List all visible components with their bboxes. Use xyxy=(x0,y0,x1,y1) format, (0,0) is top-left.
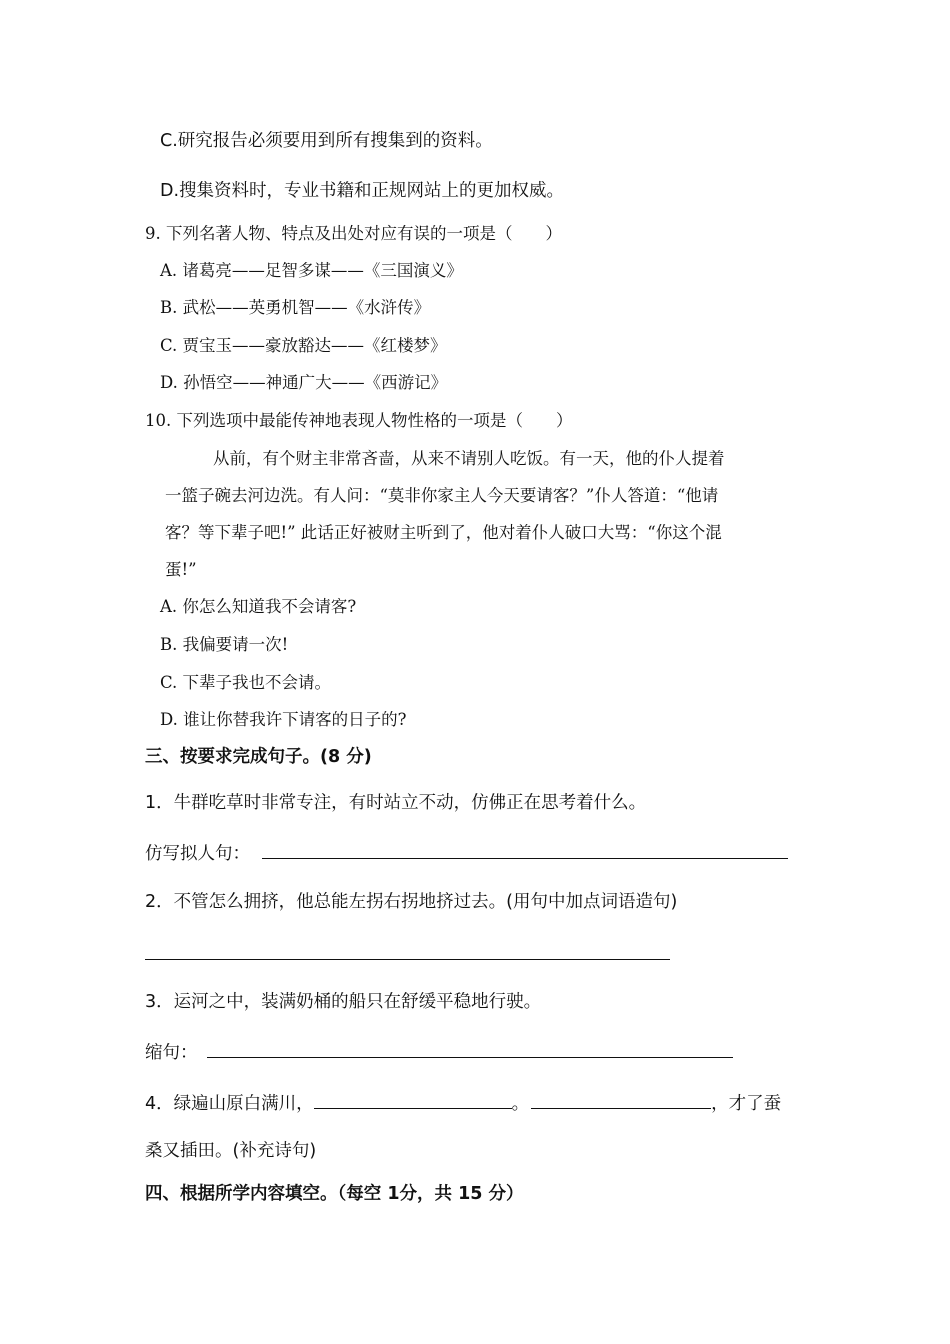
q10-option-b: B. 我偏要请一次! xyxy=(160,635,289,654)
q8-option-c: C.研究报告必须要用到所有搜集到的资料。 xyxy=(160,131,493,151)
s3-item-1-answer-row xyxy=(145,840,788,866)
q9-option-c: C. 贾宝玉——豪放豁达——《红楼梦》 xyxy=(160,336,447,355)
s3-item-1: 1．牛群吃草时非常专注，有时站立不动，仿佛正在思考着什么。 xyxy=(145,793,647,813)
q10-passage-line-1: 从前，有个财主非常吝啬，从来不请别人吃饭。有一天，他的仆人提着 xyxy=(213,449,725,468)
q9-stem: 9. 下列名著人物、特点及出处对应有误的一项是（ ） xyxy=(145,224,562,243)
s3-item-3-answer-row xyxy=(145,1039,733,1065)
q10-option-c: C. 下辈子我也不会请。 xyxy=(160,673,332,692)
s3-item-3-prompt: 缩句： xyxy=(145,1043,198,1063)
s3-item-4-row xyxy=(145,1090,781,1116)
s3-item-3-answer-blank[interactable] xyxy=(207,1039,733,1058)
s3-item-2: 2．不管怎么拥挤，他总能左拐右拐地挤过去。(用句中加点词语造句) xyxy=(145,892,678,912)
s3-item-2-answer-blank[interactable] xyxy=(145,958,670,960)
q8-option-d: D.搜集资料时，专业书籍和正规网站上的更加权威。 xyxy=(160,181,565,201)
s3-item-3: 3．运河之中，装满奶桶的船只在舒缓平稳地行驶。 xyxy=(145,992,542,1012)
q10-stem: 10. 下列选项中最能传神地表现人物性格的一项是（ ） xyxy=(145,411,573,430)
s3-item-1-answer-blank[interactable] xyxy=(262,840,788,859)
section4-title: 四、根据所学内容填空。（每空 1分，共 15 分） xyxy=(145,1184,524,1204)
s3-item-1-prompt: 仿写拟人句： xyxy=(145,844,250,864)
q10-option-d: D. 谁让你替我许下请客的日子的? xyxy=(160,710,407,729)
s3-item-4-blank-1[interactable] xyxy=(314,1090,512,1109)
q10-passage-line-2: 一篮子碗去河边洗。有人问：“莫非你家主人今天要请客？”仆人答道：“他请 xyxy=(165,486,719,505)
q9-option-d: D. 孙悟空——神通广大——《西游记》 xyxy=(160,373,448,392)
section3-title: 三、按要求完成句子。(8 分) xyxy=(145,747,372,767)
s3-item-4-end: ，才了蚕 xyxy=(711,1094,782,1114)
s3-item-4-mid: 。 xyxy=(511,1094,530,1114)
q10-option-a: A. 你怎么知道我不会请客? xyxy=(160,597,357,616)
q10-passage-line-4: 蛋!” xyxy=(165,560,197,579)
q10-passage-line-3: 客？等下辈子吧!” 此话正好被财主听到了，他对着仆人破口大骂：“你这个混 xyxy=(165,523,722,542)
s3-item-4-blank-2[interactable] xyxy=(531,1090,711,1109)
s3-item-4-start: 4．绿遍山原白满川， xyxy=(145,1094,314,1114)
q9-option-a: A. 诸葛亮——足智多谋——《三国演义》 xyxy=(160,261,463,280)
s3-item-4-continuation: 桑又插田。(补充诗句) xyxy=(145,1141,317,1161)
q9-option-b: B. 武松——英勇机智——《水浒传》 xyxy=(160,298,431,317)
